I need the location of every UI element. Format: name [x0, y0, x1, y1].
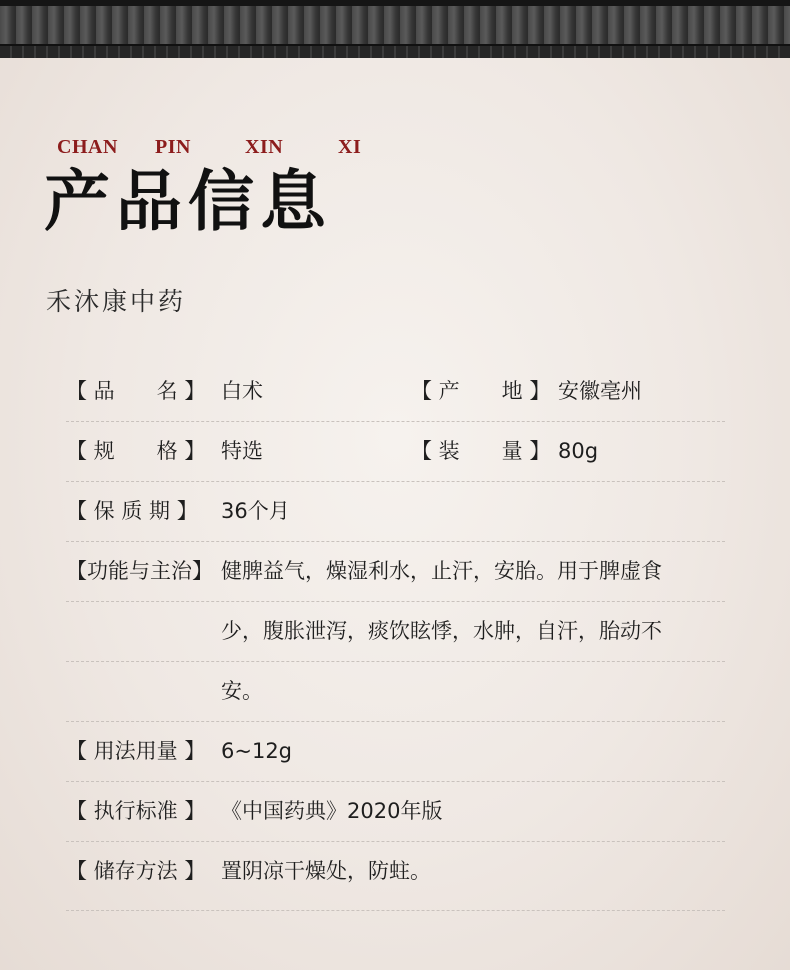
- value-spec: 特选: [221, 439, 263, 463]
- info-row-function-cont: [66, 662, 725, 722]
- label-product-name: 【 品 名 】: [66, 379, 206, 403]
- info-row-function: [66, 542, 725, 602]
- info-row: [66, 722, 725, 782]
- pinyin-xin: XIN: [245, 136, 284, 158]
- label-origin: 【 产 地 】: [411, 379, 551, 403]
- roof-tiles: [0, 6, 790, 44]
- label-function: 【功能与主治】: [66, 559, 213, 583]
- label-storage: 【 储存方法 】: [66, 859, 206, 883]
- info-row: [66, 362, 725, 422]
- info-row: [66, 782, 725, 842]
- info-row-function-cont: [66, 602, 725, 662]
- value-function-line-2: 少，腹胀泄泻，痰饮眩悸，水肿，自汗，胎动不: [221, 619, 662, 643]
- brand-name: 禾沐康中药: [46, 287, 187, 316]
- value-function-line-1: 健脾益气，燥湿利水，止汗，安胎。用于脾虚食: [221, 559, 662, 583]
- label-usage: 【 用法用量 】: [66, 739, 206, 763]
- roof-beam: [0, 44, 790, 58]
- label-spec: 【 规 格 】: [66, 439, 206, 463]
- product-info-table: [66, 362, 725, 911]
- pinyin-xi: XI: [338, 136, 362, 158]
- label-standard: 【 执行标准 】: [66, 799, 206, 823]
- label-net-weight: 【 装 量 】: [411, 439, 551, 463]
- value-usage: 6~12g: [221, 739, 293, 763]
- info-row: [66, 842, 725, 911]
- page-title: 产品信息: [44, 162, 332, 240]
- value-function-line-3: 安。: [221, 679, 263, 703]
- label-shelf-life: 【 保 质 期 】: [66, 499, 198, 523]
- info-row: [66, 422, 725, 482]
- value-net-weight: 80g: [558, 439, 599, 463]
- roof-eaves-banner: [0, 0, 790, 58]
- pinyin-pin: PIN: [155, 136, 191, 158]
- value-product-name: 白术: [221, 379, 263, 403]
- value-shelf-life: 36个月: [221, 499, 290, 523]
- value-standard: 《中国药典》2020年版: [221, 799, 443, 823]
- value-origin: 安徽亳州: [558, 379, 642, 403]
- pinyin-chan: CHAN: [57, 136, 118, 158]
- value-storage: 置阴凉干燥处，防蛀。: [221, 859, 431, 883]
- info-row: [66, 482, 725, 542]
